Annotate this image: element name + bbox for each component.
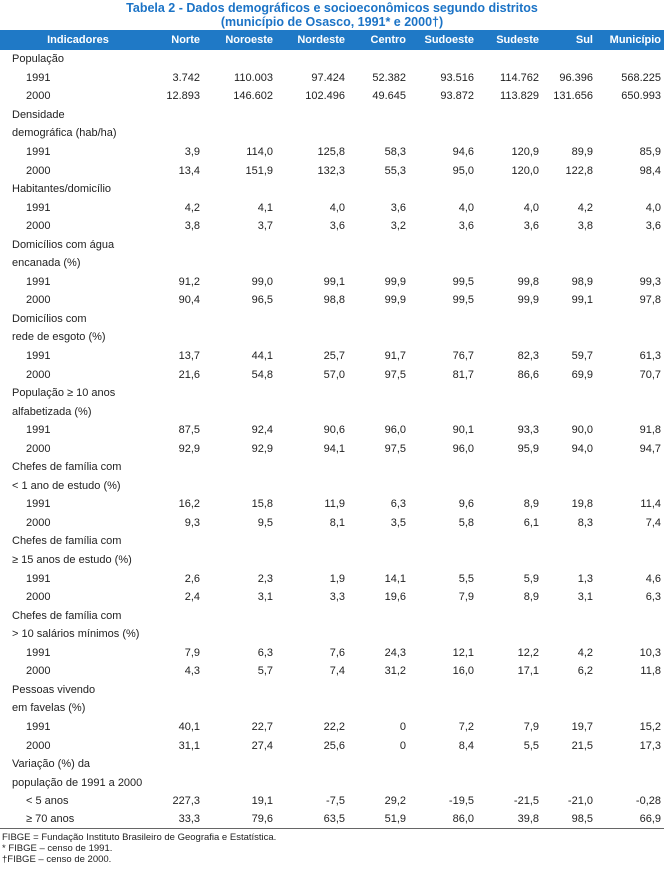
table-cell: 24,3 (384, 646, 406, 659)
table-cell: 110.003 (234, 71, 273, 84)
table-cell: 19,1 (251, 795, 273, 808)
table-cell: 7,6 (329, 646, 345, 659)
row-label: 1991 (26, 646, 51, 659)
table-cell: 95,9 (517, 442, 539, 455)
column-header: Sudoeste (424, 34, 474, 46)
table-cell: 16,2 (178, 498, 200, 511)
indicator-label: população de 1991 a 2000 (12, 776, 143, 789)
indicator-label: em favelas (%) (12, 702, 86, 715)
table-cell: 91,7 (384, 350, 406, 363)
table-cell: 99,9 (384, 275, 406, 288)
table-cell: 97.424 (311, 71, 345, 84)
table-cell: 113.829 (500, 90, 539, 103)
indicator-heading-row (0, 235, 664, 254)
indicator-heading-row (0, 681, 664, 700)
indicator-label: População ≥ 10 anos (12, 387, 116, 400)
table-cell: 99,1 (323, 275, 345, 288)
indicator-heading-row (0, 180, 664, 199)
table-cell: 122,8 (565, 164, 593, 177)
row-label: 1991 (26, 275, 51, 288)
table-cell: 31,1 (178, 739, 200, 752)
table-cell: 16,0 (452, 665, 474, 678)
table-cell: 9,6 (458, 498, 474, 511)
table-cell: 86,6 (517, 368, 539, 381)
table-cell: 51,9 (348, 810, 409, 829)
table-header-row (0, 30, 664, 50)
table-cell: 4,1 (257, 201, 273, 214)
table-row (0, 644, 664, 663)
table-title (0, 1, 664, 30)
table-body (0, 50, 664, 829)
indicator-heading-row (0, 50, 664, 69)
indicator-heading-row (0, 755, 664, 774)
table-row (0, 718, 664, 737)
indicator-label: rede de esgoto (%) (12, 331, 106, 344)
table-cell: 92,9 (178, 442, 200, 455)
data-table (0, 30, 664, 829)
table-cell: 6,3 (645, 591, 661, 604)
table-row (0, 217, 664, 236)
indicator-label: Chefes de família com (12, 461, 122, 474)
indicator-label: Variação (%) da (12, 758, 91, 771)
footnote: FIBGE = Fundação Instituto Brasileiro de Geografia e Estatística. (2, 832, 277, 844)
footnote: †FIBGE – censo de 2000. (2, 854, 112, 866)
row-label: 2000 (26, 294, 51, 307)
indicator-heading-row (0, 402, 664, 421)
table-cell: 3,8 (184, 220, 200, 233)
table-cell: 5,5 (523, 739, 539, 752)
table-cell: 4,2 (577, 646, 593, 659)
row-label: 1991 (26, 71, 51, 84)
table-cell: 17,3 (639, 739, 661, 752)
table-cell: 6,2 (577, 665, 593, 678)
table-cell: 114,0 (246, 146, 273, 158)
table-row (0, 421, 664, 440)
table-row (0, 69, 664, 88)
table-cell: 63,5 (276, 810, 348, 829)
table-cell: 3,6 (458, 220, 474, 233)
table-cell: 19,7 (571, 720, 593, 733)
table-cell: 94,1 (323, 442, 345, 455)
indicator-label: > 10 salários mínimos (%) (12, 628, 140, 641)
table-cell: 86,0 (409, 810, 477, 829)
table-cell: 132,3 (317, 164, 345, 177)
table-cell: 14,1 (384, 572, 406, 585)
table-cell: -0,28 (635, 795, 661, 808)
table-cell: 99,9 (517, 294, 539, 307)
table-cell: 146.602 (233, 90, 273, 103)
row-label: 2000 (26, 164, 51, 177)
table-cell: 93,3 (517, 424, 539, 437)
table-cell: 5,7 (257, 665, 273, 678)
column-header: Norte (171, 34, 200, 46)
indicator-heading-row (0, 551, 664, 570)
table-cell: 4,0 (645, 201, 661, 214)
table-cell: 4,6 (645, 572, 661, 585)
table-cell: 92,4 (251, 424, 273, 437)
indicator-label: Habitantes/domicílio (12, 183, 112, 196)
table-cell: 11,4 (640, 498, 661, 511)
table-row (0, 439, 664, 458)
table-cell: 8,4 (458, 739, 474, 752)
row-label: 2000 (26, 442, 51, 455)
table-cell: 55,3 (384, 164, 406, 177)
table-cell: 2,3 (257, 572, 273, 585)
table-row (0, 810, 664, 829)
table-cell: 3,8 (577, 220, 593, 233)
row-label: 1991 (26, 201, 51, 214)
indicator-label: Densidade (12, 108, 65, 121)
table-cell: 96,5 (251, 294, 273, 307)
table-cell: 11,8 (640, 665, 661, 678)
indicator-heading-row (0, 699, 664, 718)
table-cell: 102.496 (305, 90, 345, 103)
row-label: 1991 (26, 572, 51, 585)
row-label: < 5 anos (26, 795, 69, 808)
table-cell: 94,7 (639, 442, 661, 455)
table-cell: 9,3 (184, 516, 200, 529)
table-cell: 4,0 (329, 201, 345, 214)
indicator-label: População (12, 53, 64, 66)
row-label: 2000 (26, 368, 51, 381)
table-cell: 90,4 (178, 294, 200, 307)
table-cell: 39,8 (477, 810, 542, 829)
table-cell: 95,0 (452, 164, 474, 177)
table-cell: -21,0 (567, 795, 593, 808)
indicator-heading-row (0, 254, 664, 273)
table-cell: 99,9 (384, 294, 406, 307)
indicator-heading-row (0, 606, 664, 625)
indicator-label: demográfica (hab/ha) (12, 127, 117, 140)
table-cell: 3,6 (390, 201, 406, 214)
table-cell: 650.993 (621, 90, 661, 103)
table-cell: 81,7 (452, 368, 474, 381)
table-cell: 49.645 (372, 90, 406, 103)
row-label: 2000 (26, 220, 51, 233)
table-cell: 4,0 (523, 201, 539, 214)
row-label: 2000 (26, 90, 51, 103)
table-cell: 13,7 (178, 350, 200, 363)
table-cell: 94,6 (452, 146, 474, 158)
table-cell: -21,5 (513, 795, 539, 808)
table-cell: 5,9 (523, 572, 539, 585)
table-cell: 10,3 (639, 646, 661, 659)
table-cell: 13,4 (178, 164, 200, 177)
table-row (0, 588, 664, 607)
indicator-heading-row (0, 773, 664, 792)
indicator-heading-row (0, 384, 664, 403)
table-cell: 5,5 (458, 572, 474, 585)
table-cell: 85,9 (639, 146, 661, 158)
table-row (0, 347, 664, 366)
row-label: 1991 (26, 350, 51, 363)
indicator-label: encanada (%) (12, 257, 81, 270)
table-cell: 98,5 (542, 810, 596, 829)
table-cell: 57,0 (323, 368, 345, 381)
table-cell: 3,3 (329, 591, 345, 604)
table-cell: 21,5 (571, 739, 593, 752)
table-cell: 97,8 (639, 294, 661, 307)
indicator-label: < 1 ano de estudo (%) (12, 479, 121, 492)
table-row (0, 514, 664, 533)
table-cell: 22,2 (323, 720, 345, 733)
table-cell: 3,6 (329, 220, 345, 233)
table-row (0, 143, 664, 162)
table-cell: 2,6 (184, 572, 200, 585)
indicator-label: Pessoas vivendo (12, 683, 96, 696)
column-header: Centro (370, 34, 406, 46)
table-cell: 7,9 (458, 591, 474, 604)
table-cell: 3,6 (523, 220, 539, 233)
table-cell: 93.516 (440, 71, 474, 84)
table-cell: 98,4 (639, 164, 661, 177)
column-header: Sudeste (496, 34, 539, 46)
table-cell: 96.396 (559, 71, 593, 84)
table-row (0, 569, 664, 588)
table-cell: 1,9 (329, 572, 345, 585)
table-cell: 89,9 (571, 146, 593, 158)
table-cell: 19,6 (384, 591, 406, 604)
table-cell: 17,1 (517, 665, 539, 678)
table-cell: 3,6 (645, 220, 661, 233)
table-cell: 22,7 (251, 720, 273, 733)
table-cell: 99,0 (251, 275, 273, 288)
table-cell: 15,8 (251, 498, 273, 511)
table-cell: 69,9 (571, 368, 593, 381)
table-cell: 120,9 (511, 146, 539, 158)
table-cell: 131.656 (553, 90, 593, 103)
table-cell: 19,8 (571, 498, 593, 511)
table-cell: 33,3 (156, 810, 203, 829)
table-cell: 99,5 (452, 275, 474, 288)
indicator-label: Chefes de família com (12, 535, 122, 548)
table-cell: 91,8 (639, 424, 661, 437)
table-cell: 4,2 (184, 201, 200, 214)
table-cell: 99,3 (639, 275, 661, 288)
table-cell: 59,7 (571, 350, 593, 363)
footnotes (0, 832, 664, 865)
table-cell: 98,8 (323, 294, 345, 307)
table-cell: 8,1 (329, 516, 345, 529)
table-cell: 66,9 (596, 810, 664, 829)
indicator-label: Chefes de família com (12, 609, 122, 622)
table-cell: 3.742 (172, 71, 200, 84)
indicator-heading-row (0, 328, 664, 347)
table-cell: 8,9 (523, 498, 539, 511)
indicator-heading-row (0, 625, 664, 644)
table-cell: 4,2 (577, 201, 593, 214)
table-cell: 7,9 (523, 720, 539, 733)
table-row (0, 198, 664, 217)
indicator-label: Domicílios com água (12, 238, 115, 251)
table-cell: 125,8 (317, 146, 345, 158)
table-cell: 25,7 (323, 350, 345, 363)
table-cell: 99,5 (452, 294, 474, 307)
table-cell: 1,3 (577, 572, 593, 585)
table-cell: 96,0 (452, 442, 474, 455)
row-label: 2000 (26, 516, 51, 529)
indicator-heading-row (0, 532, 664, 551)
table-cell: 8,9 (523, 591, 539, 604)
table-cell: 82,3 (517, 350, 539, 363)
table-cell: 151,9 (245, 164, 273, 177)
row-label: 1991 (26, 498, 51, 511)
table-cell: 0 (399, 739, 406, 752)
table-cell: 7,4 (645, 516, 661, 529)
table-cell: 99,8 (517, 275, 539, 288)
table-cell: 90,1 (452, 424, 474, 437)
table-cell: 114.762 (500, 71, 539, 84)
table-cell: 76,7 (452, 350, 474, 363)
table-cell: 3,5 (390, 516, 406, 529)
table-row (0, 291, 664, 310)
table-cell: 90,6 (323, 424, 345, 437)
table-cell: 120,0 (511, 164, 539, 177)
table-row (0, 662, 664, 681)
footnote: * FIBGE – censo de 1991. (2, 843, 113, 855)
table-cell: -7,5 (326, 795, 345, 808)
table-cell: 99,1 (571, 294, 593, 307)
table-cell: 3,1 (257, 591, 273, 604)
table-cell: 31,2 (384, 665, 406, 678)
table-cell: 12,2 (517, 646, 539, 659)
table-cell: 54,8 (251, 368, 273, 381)
table-row (0, 365, 664, 384)
indicator-heading-row (0, 477, 664, 496)
table-cell: 25,6 (323, 739, 345, 752)
table-cell: 12.893 (166, 90, 200, 103)
table-cell: 79,6 (203, 810, 276, 829)
table-row (0, 273, 664, 292)
table-cell: 29,2 (384, 795, 406, 808)
row-label: 2000 (26, 665, 51, 678)
table-cell: 7,4 (329, 665, 345, 678)
table-cell: 3,9 (184, 146, 200, 158)
table-cell: 3,1 (577, 591, 593, 604)
table-cell: 6,3 (257, 646, 273, 659)
table-cell: 70,7 (639, 368, 661, 381)
table-cell: 0 (399, 720, 406, 733)
table-cell: 21,6 (178, 368, 200, 381)
table-cell: 98,9 (571, 275, 593, 288)
table-cell: 58,3 (384, 146, 406, 158)
table-cell: 11,9 (324, 498, 345, 511)
table-cell: 3,2 (390, 220, 406, 233)
table-cell: 15,2 (639, 720, 661, 733)
table-cell: -19,5 (448, 795, 474, 808)
table-cell: 87,5 (178, 424, 200, 437)
column-header: Noroeste (225, 34, 273, 46)
indicator-heading-row (0, 124, 664, 143)
table-cell: 8,3 (577, 516, 593, 529)
table-cell: 227,3 (172, 795, 200, 808)
row-label: 2000 (26, 591, 51, 604)
table-cell: 61,3 (639, 350, 661, 363)
indicator-heading-row (0, 310, 664, 329)
table-title-line2: (município de Osasco, 1991* e 2000†) (220, 15, 444, 29)
indicator-label: Domicílios com (12, 312, 87, 325)
table-cell: 96,0 (384, 424, 406, 437)
table-cell: 7,2 (458, 720, 474, 733)
table-cell: 97,5 (384, 368, 406, 381)
indicator-heading-row (0, 458, 664, 477)
table-row (0, 736, 664, 755)
table-cell: 9,5 (257, 516, 273, 529)
table-row (0, 792, 664, 811)
row-label: 1991 (26, 424, 51, 437)
table-row (0, 495, 664, 514)
table-cell: 44,1 (251, 350, 273, 363)
table-title-line1: Tabela 2 - Dados demográficos e socioeconômicos segundo distritos (126, 1, 538, 15)
table-cell: 2,4 (184, 591, 200, 604)
table-cell: 5,8 (458, 516, 474, 529)
indicator-heading-row (0, 106, 664, 125)
table-cell: 97,5 (384, 442, 406, 455)
table-cell: 12,1 (452, 646, 474, 659)
column-header: Sul (575, 34, 593, 46)
table-row (0, 87, 664, 106)
table-cell: 568.225 (621, 71, 661, 84)
column-header: Nordeste (297, 34, 345, 46)
table-cell: 6,1 (523, 516, 539, 529)
indicator-label: ≥ 15 anos de estudo (%) (12, 554, 132, 567)
row-label: ≥ 70 anos (0, 810, 156, 829)
table-cell: 3,7 (257, 220, 273, 233)
column-header: Indicadores (47, 34, 109, 46)
table-cell: 93.872 (440, 90, 474, 103)
table-cell: 40,1 (178, 720, 200, 733)
row-label: 1991 (26, 146, 51, 158)
table-cell: 7,9 (184, 646, 200, 659)
column-header: Município (609, 34, 661, 46)
table-cell: 27,4 (251, 739, 273, 752)
table-row (0, 161, 664, 180)
row-label: 2000 (26, 739, 51, 752)
indicator-label: alfabetizada (%) (12, 405, 92, 418)
table-cell: 6,3 (390, 498, 406, 511)
table-cell: 92,9 (251, 442, 273, 455)
table-cell: 4,3 (184, 665, 200, 678)
table-cell: 90,0 (571, 424, 593, 437)
table-cell: 4,0 (458, 201, 474, 214)
table-cell: 94,0 (571, 442, 593, 455)
table-cell: 52.382 (372, 71, 406, 84)
table-cell: 91,2 (178, 275, 200, 288)
row-label: 1991 (26, 720, 51, 733)
